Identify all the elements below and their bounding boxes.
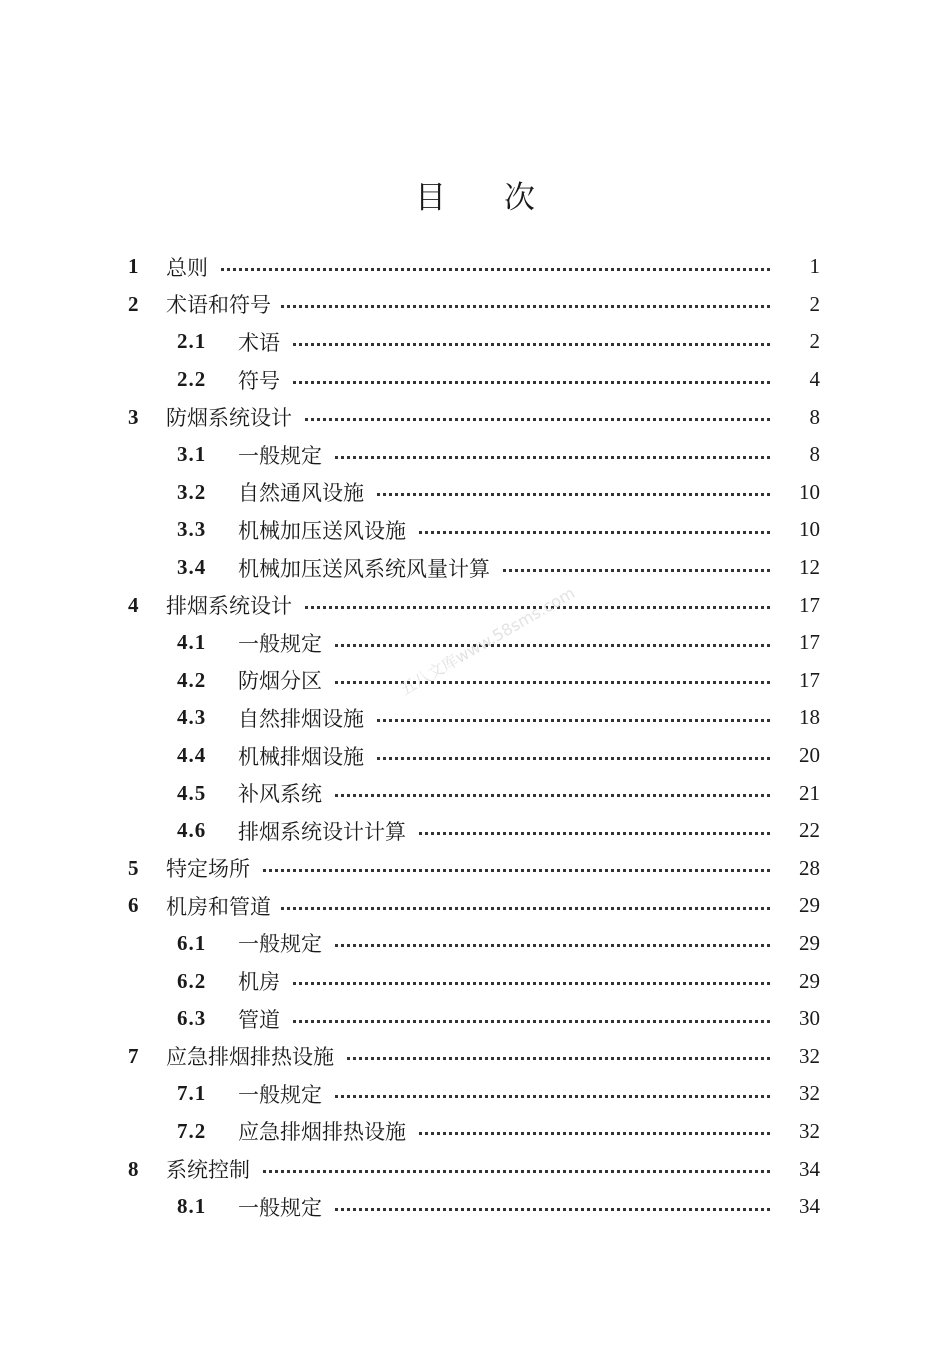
- toc-page-number: 21: [772, 781, 820, 806]
- toc-dot-leader: [238, 1020, 820, 1023]
- toc-entry-number: 4.3: [177, 705, 207, 730]
- toc-page-number: 17: [772, 593, 820, 618]
- toc-page-number: 8: [772, 405, 820, 430]
- toc-entry[interactable]: [0, 624, 950, 662]
- toc-entry-number: 2: [128, 291, 139, 316]
- toc-entry[interactable]: [0, 286, 950, 324]
- toc-entry-number: 2.1: [177, 329, 207, 354]
- toc-entry[interactable]: [0, 850, 950, 888]
- toc-entry-number: 4.5: [177, 780, 207, 805]
- toc-dot-leader: [166, 869, 820, 872]
- toc-page-number: 20: [772, 743, 820, 768]
- toc-entry-number: 4.2: [177, 667, 207, 692]
- toc-entry-label: 术语和符号: [166, 289, 281, 319]
- toc-entry[interactable]: [0, 1188, 950, 1226]
- toc-entry[interactable]: [0, 887, 950, 925]
- toc-entry-label: 一般规定: [238, 1192, 332, 1222]
- toc-page-number: 17: [772, 630, 820, 655]
- toc-page-number: 10: [772, 517, 820, 542]
- toc-entry-label: 机房和管道: [166, 891, 281, 921]
- toc-page-number: 2: [772, 329, 820, 354]
- toc-entry-number: 1: [128, 254, 139, 279]
- toc-entry-label: 术语: [238, 327, 290, 357]
- toc-entry-number: 8.1: [177, 1194, 207, 1219]
- toc-entry-number: 8: [128, 1156, 139, 1181]
- toc-entry-number: 3.3: [177, 517, 207, 542]
- toc-page-number: 28: [772, 856, 820, 881]
- toc-entry[interactable]: [0, 549, 950, 587]
- toc-page-number: 30: [772, 1006, 820, 1031]
- toc-entry-label: 自然通风设施: [238, 477, 374, 507]
- page-title: [0, 172, 950, 217]
- title-char: 次: [504, 180, 535, 216]
- toc-dot-leader: [166, 268, 820, 271]
- toc-entry-number: 3.2: [177, 479, 207, 504]
- toc-entry-number: 7: [128, 1043, 139, 1068]
- toc-entry-label: 应急排烟排热设施: [166, 1041, 344, 1071]
- toc-entry-number: 3: [128, 404, 139, 429]
- toc-entry[interactable]: [0, 662, 950, 700]
- toc-entry-label: 系统控制: [166, 1154, 260, 1184]
- toc-page-number: 29: [772, 931, 820, 956]
- toc-entry[interactable]: [0, 699, 950, 737]
- toc-entry-label: 机械加压送风设施: [238, 515, 416, 545]
- watermark: 五八文库www.58sms.com: [396, 583, 579, 700]
- toc-entry-number: 5: [128, 855, 139, 880]
- toc-entry[interactable]: [0, 925, 950, 963]
- toc-page-number: 18: [772, 705, 820, 730]
- toc-entry[interactable]: [0, 1037, 950, 1075]
- toc-entry-number: 4.4: [177, 743, 207, 768]
- toc-entry[interactable]: [0, 586, 950, 624]
- toc-page-number: 10: [772, 480, 820, 505]
- toc-entry-label: 总则: [166, 252, 218, 282]
- toc-page-number: 1: [772, 254, 820, 279]
- toc-page-number: 29: [772, 893, 820, 918]
- toc-entry[interactable]: [0, 361, 950, 399]
- toc-entry[interactable]: [0, 1075, 950, 1113]
- toc-entry-number: 3.1: [177, 442, 207, 467]
- toc-entry-label: 符号: [238, 365, 290, 395]
- toc-page-number: 4: [772, 367, 820, 392]
- toc-entry-label: 排烟系统设计计算: [238, 816, 416, 846]
- toc-entry-label: 一般规定: [238, 928, 332, 958]
- toc-dot-leader: [238, 381, 820, 384]
- toc-entry-number: 7.2: [177, 1118, 207, 1143]
- toc-entry-label: 特定场所: [166, 853, 260, 883]
- toc-entry-label: 排烟系统设计: [166, 590, 302, 620]
- toc-page-number: 12: [772, 555, 820, 580]
- toc-entry-number: 4.1: [177, 630, 207, 655]
- toc-entry-number: 6.3: [177, 1006, 207, 1031]
- toc-entry-number: 3.4: [177, 555, 207, 580]
- toc-entry-number: 2.2: [177, 367, 207, 392]
- toc-page-number: 32: [772, 1119, 820, 1144]
- toc-page-number: 2: [772, 292, 820, 317]
- toc-entry-number: 6: [128, 893, 139, 918]
- toc-entry-label: 管道: [238, 1004, 290, 1034]
- toc-entry[interactable]: [0, 812, 950, 850]
- toc-entry-label: 补风系统: [238, 778, 332, 808]
- toc-entry-number: 4.6: [177, 818, 207, 843]
- title-char: 目: [415, 180, 446, 216]
- toc-page-number: 8: [772, 442, 820, 467]
- toc-entry[interactable]: [0, 511, 950, 549]
- toc-entry-number: 4: [128, 592, 139, 617]
- toc-entry-label: 一般规定: [238, 1079, 332, 1109]
- toc-page-number: 32: [772, 1081, 820, 1106]
- toc-entry-label: 机械排烟设施: [238, 741, 374, 771]
- toc-page-number: 29: [772, 969, 820, 994]
- toc-page-number: 17: [772, 668, 820, 693]
- toc-entry-label: 防烟系统设计: [166, 402, 302, 432]
- toc-entry-label: 防烟分区: [238, 665, 332, 695]
- toc-dot-leader: [166, 1170, 820, 1173]
- toc-entry-number: 6.1: [177, 930, 207, 955]
- toc-entry[interactable]: [0, 1000, 950, 1038]
- toc-entry[interactable]: [0, 398, 950, 436]
- toc-entry-label: 应急排烟排热设施: [238, 1116, 416, 1146]
- toc-entry[interactable]: [0, 248, 950, 286]
- toc-entry[interactable]: [0, 323, 950, 361]
- toc-entry[interactable]: [0, 962, 950, 1000]
- toc-page-number: 22: [772, 818, 820, 843]
- toc-entry-label: 一般规定: [238, 628, 332, 658]
- toc-entry[interactable]: [0, 1113, 950, 1151]
- toc-entry-label: 机房: [238, 966, 290, 996]
- toc-entry[interactable]: [0, 774, 950, 812]
- table-of-contents: [0, 248, 950, 1225]
- toc-page-number: 34: [772, 1194, 820, 1219]
- toc-entry-number: 7.1: [177, 1081, 207, 1106]
- toc-dot-leader: [238, 982, 820, 985]
- toc-dot-leader: [238, 343, 820, 346]
- toc-entry[interactable]: [0, 474, 950, 512]
- toc-entry[interactable]: [0, 1150, 950, 1188]
- toc-entry-number: 6.2: [177, 968, 207, 993]
- toc-page-number: 32: [772, 1044, 820, 1069]
- toc-entry-label: 一般规定: [238, 440, 332, 470]
- toc-entry[interactable]: [0, 436, 950, 474]
- toc-entry-label: 机械加压送风系统风量计算: [238, 553, 500, 583]
- toc-entry[interactable]: [0, 737, 950, 775]
- toc-entry-label: 自然排烟设施: [238, 703, 374, 733]
- toc-page-number: 34: [772, 1157, 820, 1182]
